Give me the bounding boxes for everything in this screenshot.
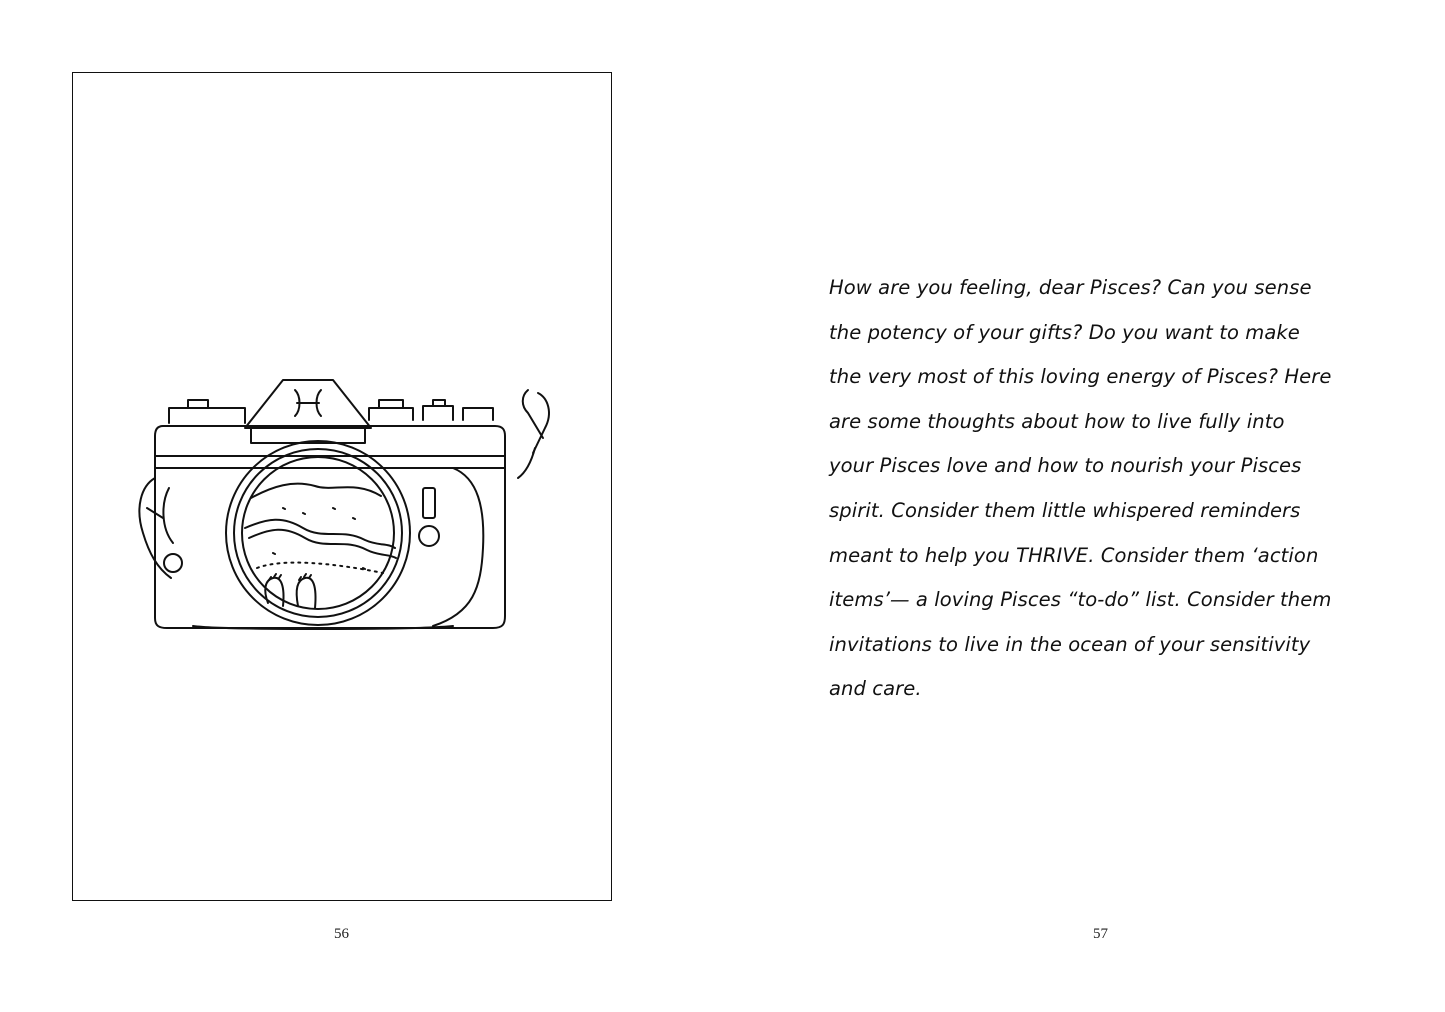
paragraph-line: your Pisces love and how to nourish your Pisces [829, 454, 1302, 478]
paragraph-line: the potency of your gifts? Do you want to make [829, 320, 1300, 344]
camera-illustration-icon [133, 368, 553, 638]
paragraph-line: the very most of this loving energy of Pisces? Here [829, 365, 1332, 389]
paragraph-line: items’— a loving Pisces “to-do” list. Consider them [829, 588, 1332, 612]
page-number-right: 57 [1093, 926, 1108, 942]
paragraph-line: are some thoughts about how to live fully into [829, 409, 1285, 433]
paragraph-line: How are you feeling, dear Pisces? Can you sense [829, 276, 1312, 299]
left-page [0, 0, 722, 1012]
body-paragraph [829, 266, 1389, 712]
paragraph-line: spirit. Consider them little whispered reminders [829, 498, 1301, 522]
paragraph-line: and care. [829, 677, 922, 701]
page-number-left: 56 [334, 926, 349, 942]
right-page [722, 0, 1445, 1012]
illustration-frame [72, 72, 612, 901]
paragraph-line: invitations to live in the ocean of your sensitivity [829, 632, 1311, 656]
paragraph-line: meant to help you THRIVE. Consider them ‘action [829, 543, 1319, 567]
